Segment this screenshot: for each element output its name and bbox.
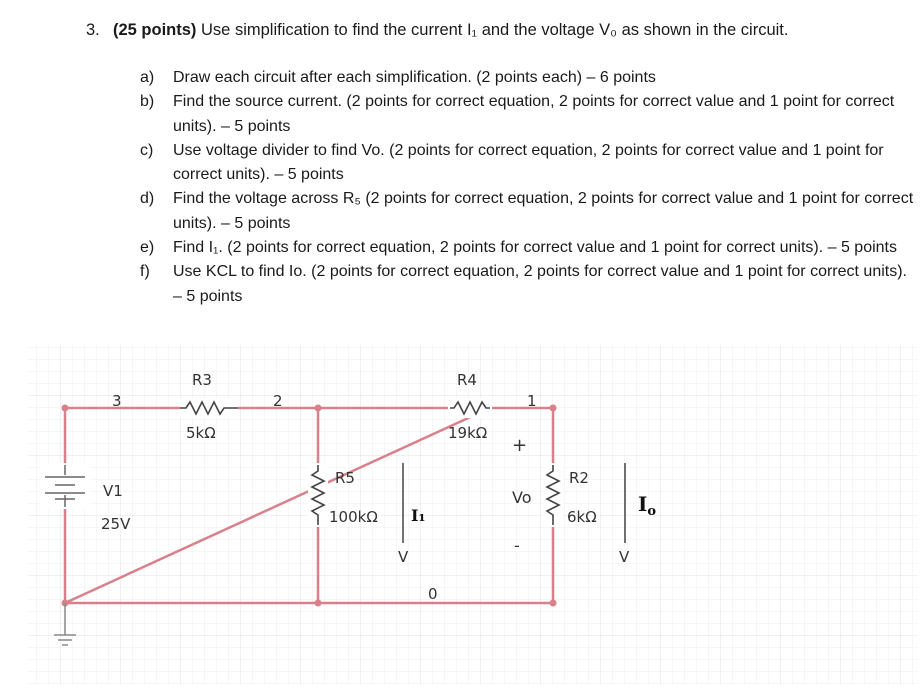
io-label-main: I: [638, 492, 648, 516]
r5-value: 100kΩ: [329, 508, 378, 526]
i1-label: I₁: [411, 506, 426, 525]
vo-minus: -: [514, 536, 520, 555]
vo-plus: +: [512, 435, 528, 456]
item-b: [140, 90, 915, 139]
item-c: [140, 139, 915, 188]
io-arrowhead: V: [619, 548, 630, 566]
i1-arrowhead: V: [398, 548, 409, 566]
question-number: 3.: [86, 21, 100, 39]
v1-value: 25V: [101, 515, 131, 533]
item-e: [140, 236, 915, 260]
r3-value: 5kΩ: [186, 424, 216, 442]
item-a: [140, 66, 915, 90]
r2-name: R2: [569, 469, 589, 487]
item-label: d): [140, 190, 155, 208]
item-text: Find the voltage across R₅ (2 points for correct equation, 2 points for correct value and 1 point for correct units). – 5 points: [173, 190, 914, 232]
io-label-sub: o: [647, 504, 657, 519]
r2-value: 6kΩ: [567, 508, 597, 526]
item-label: a): [140, 69, 155, 86]
item-label: e): [140, 239, 155, 257]
node-0-label: 0: [428, 585, 438, 603]
question-text: Use simplification to find the current I₁ and the voltage V₀ as shown in the circuit.: [201, 21, 789, 39]
item-text: Find I₁. (2 points for correct equation, 2 points for correct value and 1 point for correct units). – 5 points: [173, 239, 897, 257]
resistor-r2-symbol: [543, 463, 563, 527]
vo-label: Vo: [512, 488, 532, 507]
r5-name: R5: [335, 469, 355, 487]
resistor-r4-symbol: [448, 398, 492, 418]
grid-background: [28, 345, 918, 685]
node-3-label: 3: [112, 392, 122, 410]
item-label: b): [140, 93, 155, 111]
item-d: [140, 187, 915, 236]
question-points: (25 points): [113, 21, 197, 39]
r4-value: 19kΩ: [448, 424, 488, 442]
question-stem: [113, 18, 903, 42]
item-text: Find the source current. (2 points for correct equation, 2 points for correct value and 1 point for correct units). – 5 points: [173, 93, 895, 135]
item-f: [140, 260, 915, 309]
question-items: [140, 66, 915, 309]
resistor-r5-symbol: [308, 463, 328, 527]
item-text: Use KCL to find Io. (2 points for correct equation, 2 points for correct value and 1 point for correct units). – 5 points: [173, 263, 907, 305]
item-label: c): [140, 141, 154, 159]
node-2-label: 2: [273, 392, 283, 410]
resistor-r3-symbol: [180, 398, 238, 418]
battery-v1-symbol: [40, 463, 90, 509]
node-1-label: 1: [527, 392, 537, 410]
r3-name: R3: [192, 371, 212, 389]
v1-name: V1: [103, 482, 123, 500]
circuit-diagram: [0, 335, 920, 695]
item-text: Use voltage divider to find Vo. (2 points for correct equation, 2 points for correct value and 1 point for correct units). – 5 points: [173, 141, 884, 184]
item-text: Draw each circuit after each simplification. (2 points each) – 6 points: [173, 69, 656, 86]
item-label: f): [140, 263, 150, 281]
r4-name: R4: [457, 371, 477, 389]
